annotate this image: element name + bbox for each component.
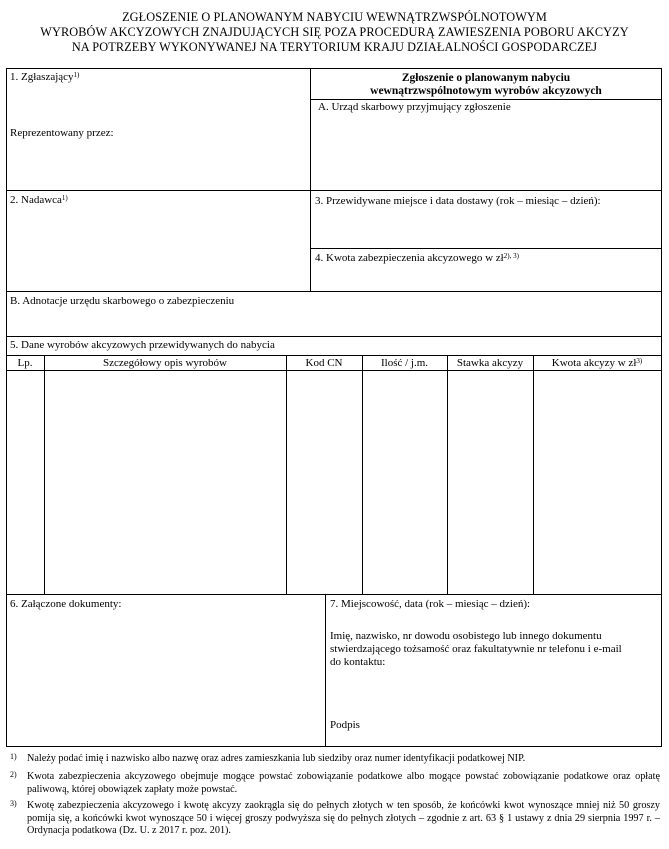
section-2-label: 2. Nadawca$^{1)}$ xyxy=(10,194,68,206)
table-header-top xyxy=(6,355,662,356)
col-header-excise-rate: Stawka akcyzy xyxy=(456,357,524,369)
col-divider-4 xyxy=(447,355,448,595)
right-header-line xyxy=(310,99,662,100)
section-A-label: A. Urząd skarbowy przyjmujący zgłoszenie xyxy=(318,101,511,113)
footnote-1-number: 1) xyxy=(10,752,17,761)
row-divider-2 xyxy=(6,190,662,191)
table-bottom xyxy=(6,594,662,595)
row-divider-5 xyxy=(6,336,662,337)
title-line-2: WYROBÓW AKCYZOWYCH ZNAJDUJĄCYCH SIĘ POZA PROCEDURĄ ZAWIESZENIA POBORU AKCYZY xyxy=(40,25,629,39)
footnote-3-text: Kwotę zabezpieczenia akcyzowego i kwotę akcyzy zaokrągla się do pełnych złotych w ten sposób, że końcówki kwot wynoszące mniej niż 50 groszy pomija się, a końcówki kwot wynoszące 50 i więcej groszy podwyższa się do pełnych złotych – zgodnie z art. 63 § 1 ustawy z dnia 29 sierpnia 1997 r. – Ordynacja podatkowa (Dz. U. z 2017 r. poz. 201). xyxy=(27,800,660,837)
footnote-2-text: Kwota zabezpieczenia akcyzowego obejmuje mogące powstać zobowiązanie podatkowe albo mogące powstać zobowiązanie podatkowe oraz opłatę paliwową, której obowiązek zapłaty może powstać. xyxy=(27,771,660,795)
identity-instructions xyxy=(330,630,658,669)
right-header-line-2: wewnątrzwspólnotowym wyrobów akcyzowych xyxy=(370,85,602,97)
footnote-3-number: 3) xyxy=(10,799,17,808)
right-header-line-1: Zgłoszenie o planowanym nabyciu xyxy=(401,72,571,84)
col-divider-3 xyxy=(362,355,363,595)
identity-line-3: do kontaktu: xyxy=(330,656,386,668)
title-line-1: ZGŁOSZENIE O PLANOWANYM NABYCIU WEWNĄTRZWSPÓLNOTOWYM xyxy=(122,10,547,24)
frame-top xyxy=(6,68,662,69)
title-line-3: NA POTRZEBY WYKONYWANEJ NA TERYTORIUM KRAJU DZIAŁALNOŚCI GOSPODARCZEJ xyxy=(71,40,598,54)
frame-left xyxy=(6,68,7,747)
section-6-label: 6. Załączone dokumenty: xyxy=(10,598,122,610)
section-4-label: 4. Kwota zabezpieczenia akcyzowego w $zł^{2), 3)}$ xyxy=(315,252,519,264)
represented-by-label: Reprezentowany przez: xyxy=(10,127,114,139)
col-header-excise-amount: Kwota akcyzy w $zł^{3)}$ xyxy=(551,357,643,369)
form-title xyxy=(0,10,669,55)
upper-divider xyxy=(310,68,311,291)
right-header xyxy=(310,72,662,98)
lower-divider xyxy=(325,594,326,747)
identity-line-2: stwierdzającego tożsamość oraz fakultatywnie nr telefonu i e-mail xyxy=(330,643,622,655)
col-header-lp: Lp. xyxy=(17,357,33,369)
footnote-2-number: 2) xyxy=(10,770,17,779)
identity-line-1: Imię, nazwisko, nr dowodu osobistego lub innego dokumentu xyxy=(330,630,602,642)
col-header-quantity: Ilość / j.m. xyxy=(380,357,429,369)
col-divider-5 xyxy=(533,355,534,595)
table-header-bottom xyxy=(6,370,662,371)
col-header-description: Szczegółowy opis wyrobów xyxy=(102,357,228,369)
signature-label: Podpis xyxy=(330,719,360,731)
frame-bottom xyxy=(6,746,662,747)
section-B-label: B. Adnotacje urzędu skarbowego o zabezpieczeniu xyxy=(10,295,235,307)
frame-right xyxy=(661,68,662,747)
row-divider-4 xyxy=(310,248,662,249)
section-7-label: 7. Miejscowość, data (rok – miesiąc – dzień): xyxy=(330,598,531,610)
section-3-label: 3. Przewidywane miejsce i data dostawy (rok – miesiąc – dzień): xyxy=(315,195,601,207)
footnote-1-text: Należy podać imię i nazwisko albo nazwę oraz adres zamieszkania lub siedziby oraz numer identyfikacji podatkowej NIP. xyxy=(27,753,526,764)
section-5-label: 5. Dane wyrobów akcyzowych przewidywanych do nabycia xyxy=(10,339,275,351)
section-1-label: 1. Zgłaszający$^{1)}$ xyxy=(10,71,80,83)
col-divider-1 xyxy=(44,355,45,595)
row-divider-B xyxy=(6,291,662,292)
col-divider-2 xyxy=(286,355,287,595)
col-header-cn-code: Kod CN xyxy=(305,357,343,369)
